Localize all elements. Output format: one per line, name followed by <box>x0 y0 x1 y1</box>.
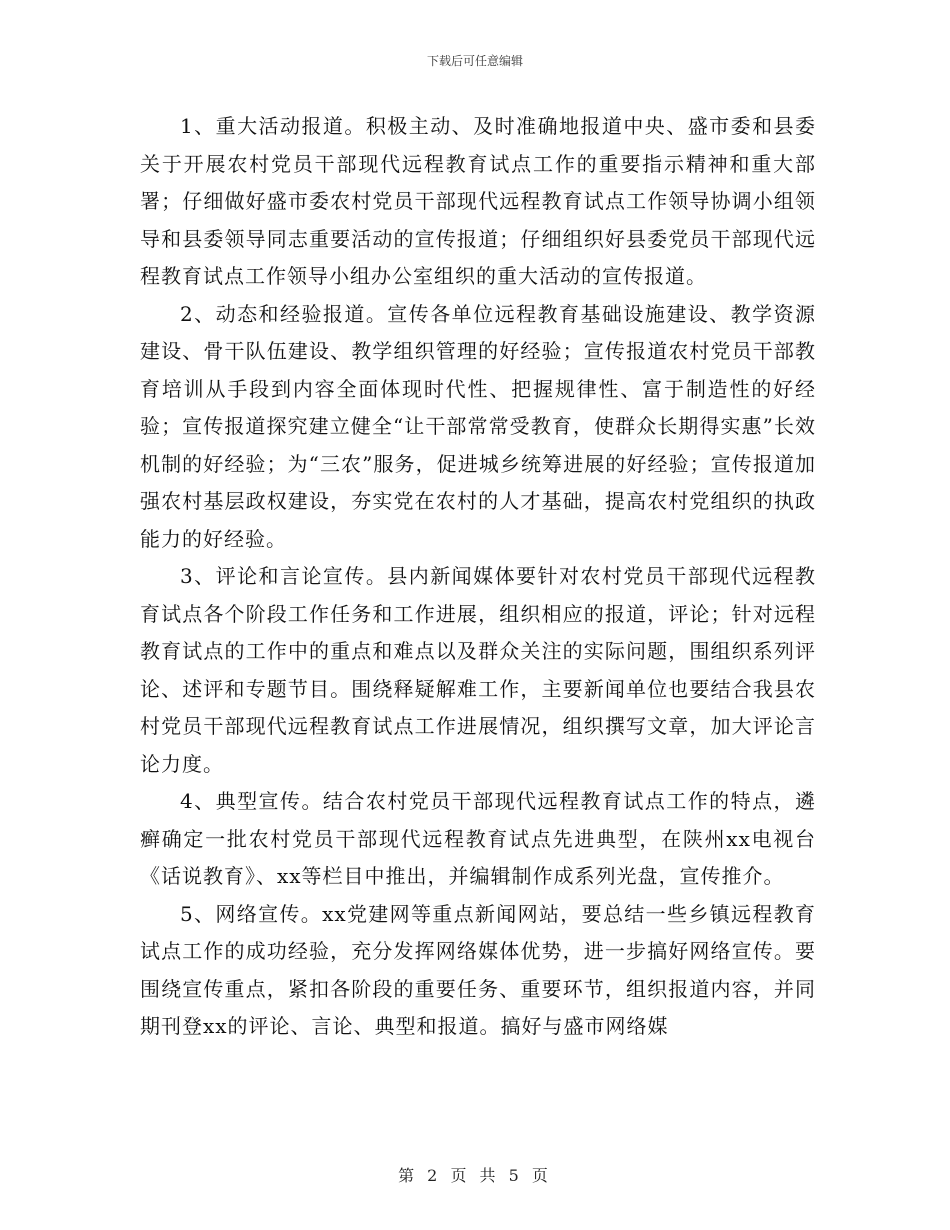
paragraph-1: 1、重大活动报道。积极主动、及时准确地报道中央、盛市委和县委关于开展农村党员干部现代远程教育试点工作的重要指示精神和重大部署；仔细做好盛市委农村党员干部现代远程教育试点工作领导协调小组领导和县委领导同志重要活动的宣传报道；仔细组织好县委党员干部现代远程教育试点工作领导小组办公室组织的重大活动的宣传报道。 <box>140 114 816 288</box>
paragraph-4: 4、典型宣传。结合农村党员干部现代远程教育试点工作的特点，遴癣确定一批农村党员干部现代远程教育试点先进典型，在陕州xx电视台《话说教育》、xx等栏目中推出，并编辑制作成系列光盘，宣传推介。 <box>140 789 816 888</box>
page-number-footer: 第 2 页 共 5 页 <box>398 1166 552 1185</box>
paragraph-5: 5、网络宣传。xx党建网等重点新闻网站，要总结一些乡镇远程教育试点工作的成功经验，充分发挥网络媒体优势，进一步搞好网络宣传。要围绕宣传重点，紧扣各阶段的重要任务、重要环节，组织报道内容，并同期刊登xx的评论、言论、典型和报道。搞好与盛市网络媒 <box>140 901 816 1038</box>
document-body <box>140 108 816 1046</box>
page-header-note: 下载后可任意编辑 <box>426 54 523 68</box>
paragraph-3: 3、评论和言论宣传。县内新闻媒体要针对农村党员干部现代远程教育试点各个阶段工作任务和工作进展，组织相应的报道，评论；针对远程教育试点的工作中的重点和难点以及群众关注的实际问题，围组织系列评论、述评和专题节目。围绕释疑解难工作，主要新闻单位也要结合我县农村党员干部现代远程教育试点工作进展情况，组织撰写文章，加大评论言论力度。 <box>140 564 816 776</box>
paragraph-2: 2、动态和经验报道。宣传各单位远程教育基础设施建设、教学资源建设、骨干队伍建设、教学组织管理的好经验；宣传报道农村党员干部教育培训从手段到内容全面体现时代性、把握规律性、富于制造性的好经验；宣传报道探究建立健全“让干部常常受教育，使群众长期得实惠”长效机制的好经验；为“三农”服务，促进城乡统筹进展的好经验；宣传报道加强农村基层政权建设，夯实党在农村的人才基础，提高农村党组织的执政能力的好经验。 <box>140 301 816 551</box>
